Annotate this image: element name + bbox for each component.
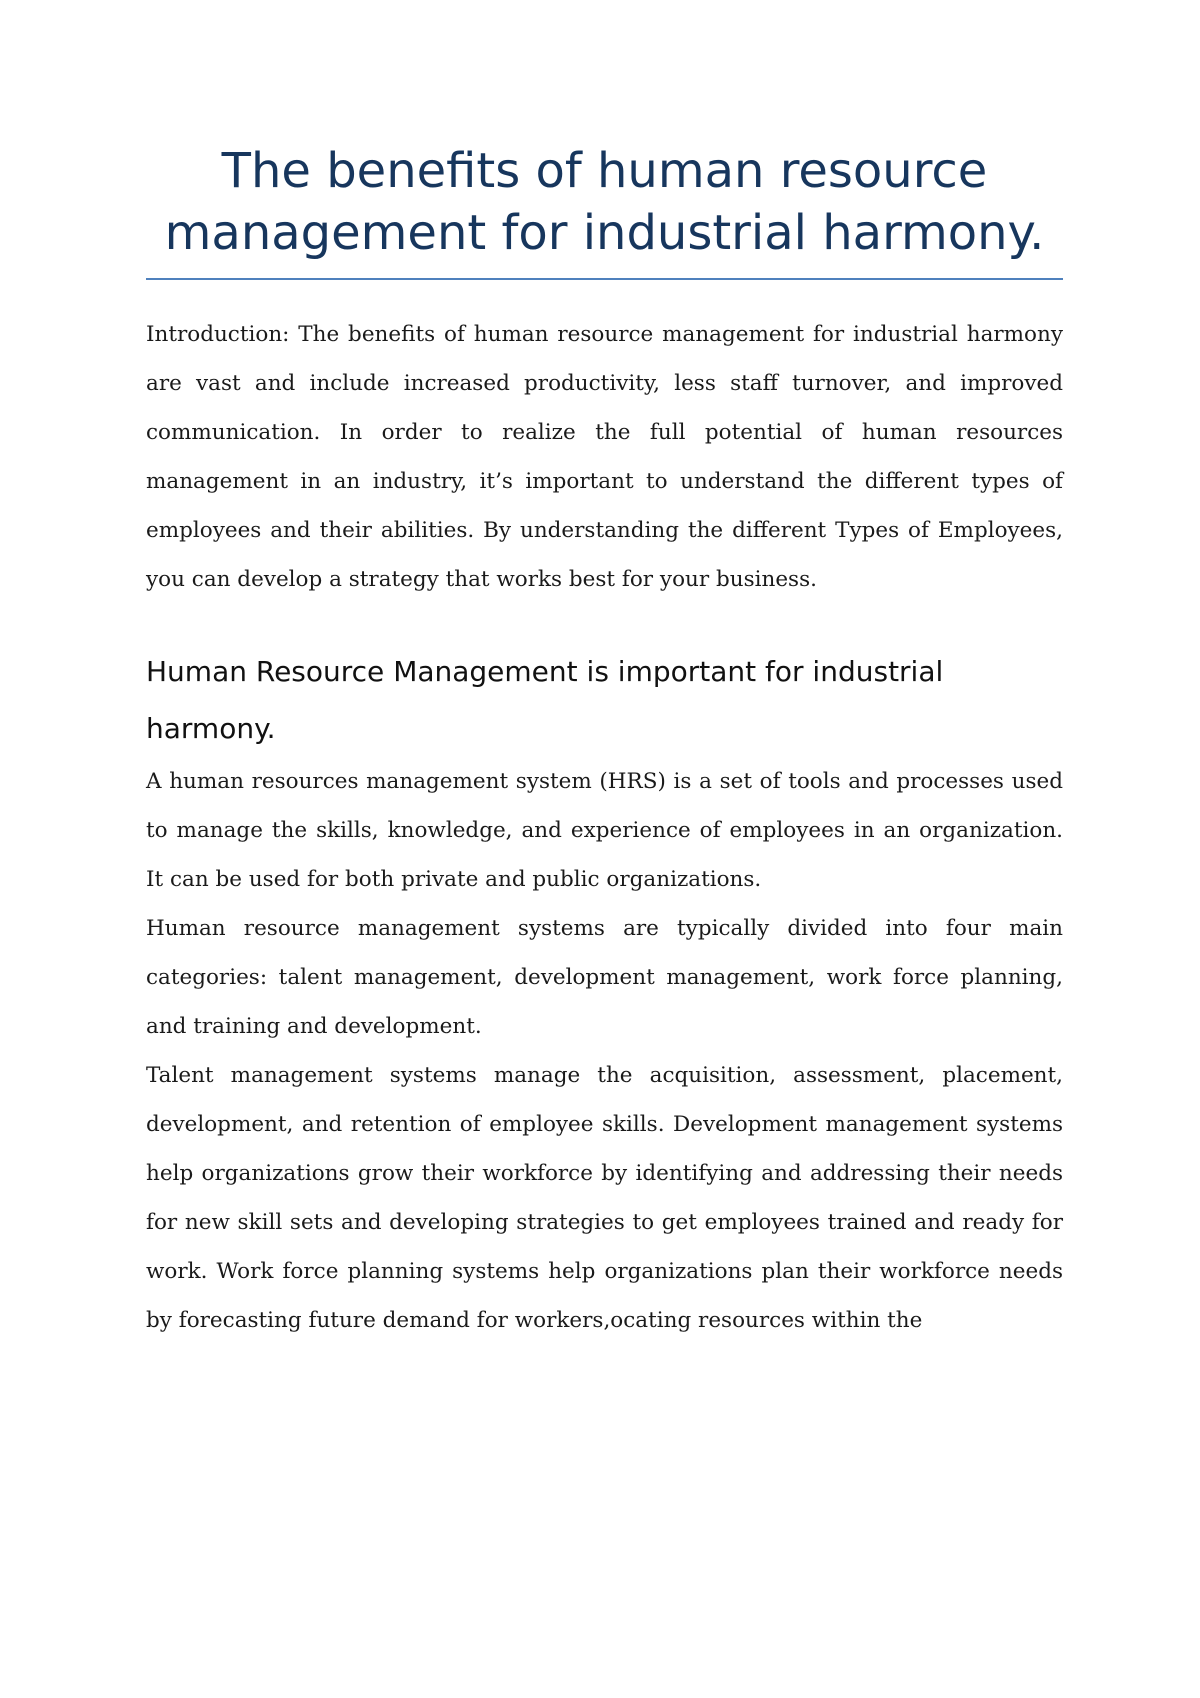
document-content: [146, 140, 1063, 1345]
document-title: The benefits of human resource management for industrial harmony.: [146, 140, 1063, 280]
intro-paragraph: Introduction: The benefits of human resource management for industrial harmony are vast and include increased productivity, less staff turnover, and improved communication. In order to realize the full potential of human resources management in an industry, it’s important to understand the different types of employees and their abilities. By understanding the different Types of Employees, you can develop a strategy that works best for your business.: [146, 322, 1063, 592]
body-paragraph-categories: Human resource management systems are typically divided into four main categories: talent management, development management, work force planning, and training and development.: [146, 916, 1063, 1039]
body-paragraph-talent-management: Talent management systems manage the acquisition, assessment, placement, development, and retention of employee skills. Development management systems help organizations grow their workforce by identifying and addressing their needs for new skill sets and developing strategies to get employees trained and ready for work. Work force planning systems help organizations plan their workforce needs by forecasting future demand for workers,ocating resources within the: [146, 1063, 1063, 1333]
body-paragraph-hrs-definition: A human resources management system (HRS) is a set of tools and processes used to manage the skills, knowledge, and experience of employees in an organization. It can be used for both private and public organizations.: [146, 769, 1063, 892]
section-heading: Human Resource Management is important for industrial harmony.: [146, 655, 944, 745]
